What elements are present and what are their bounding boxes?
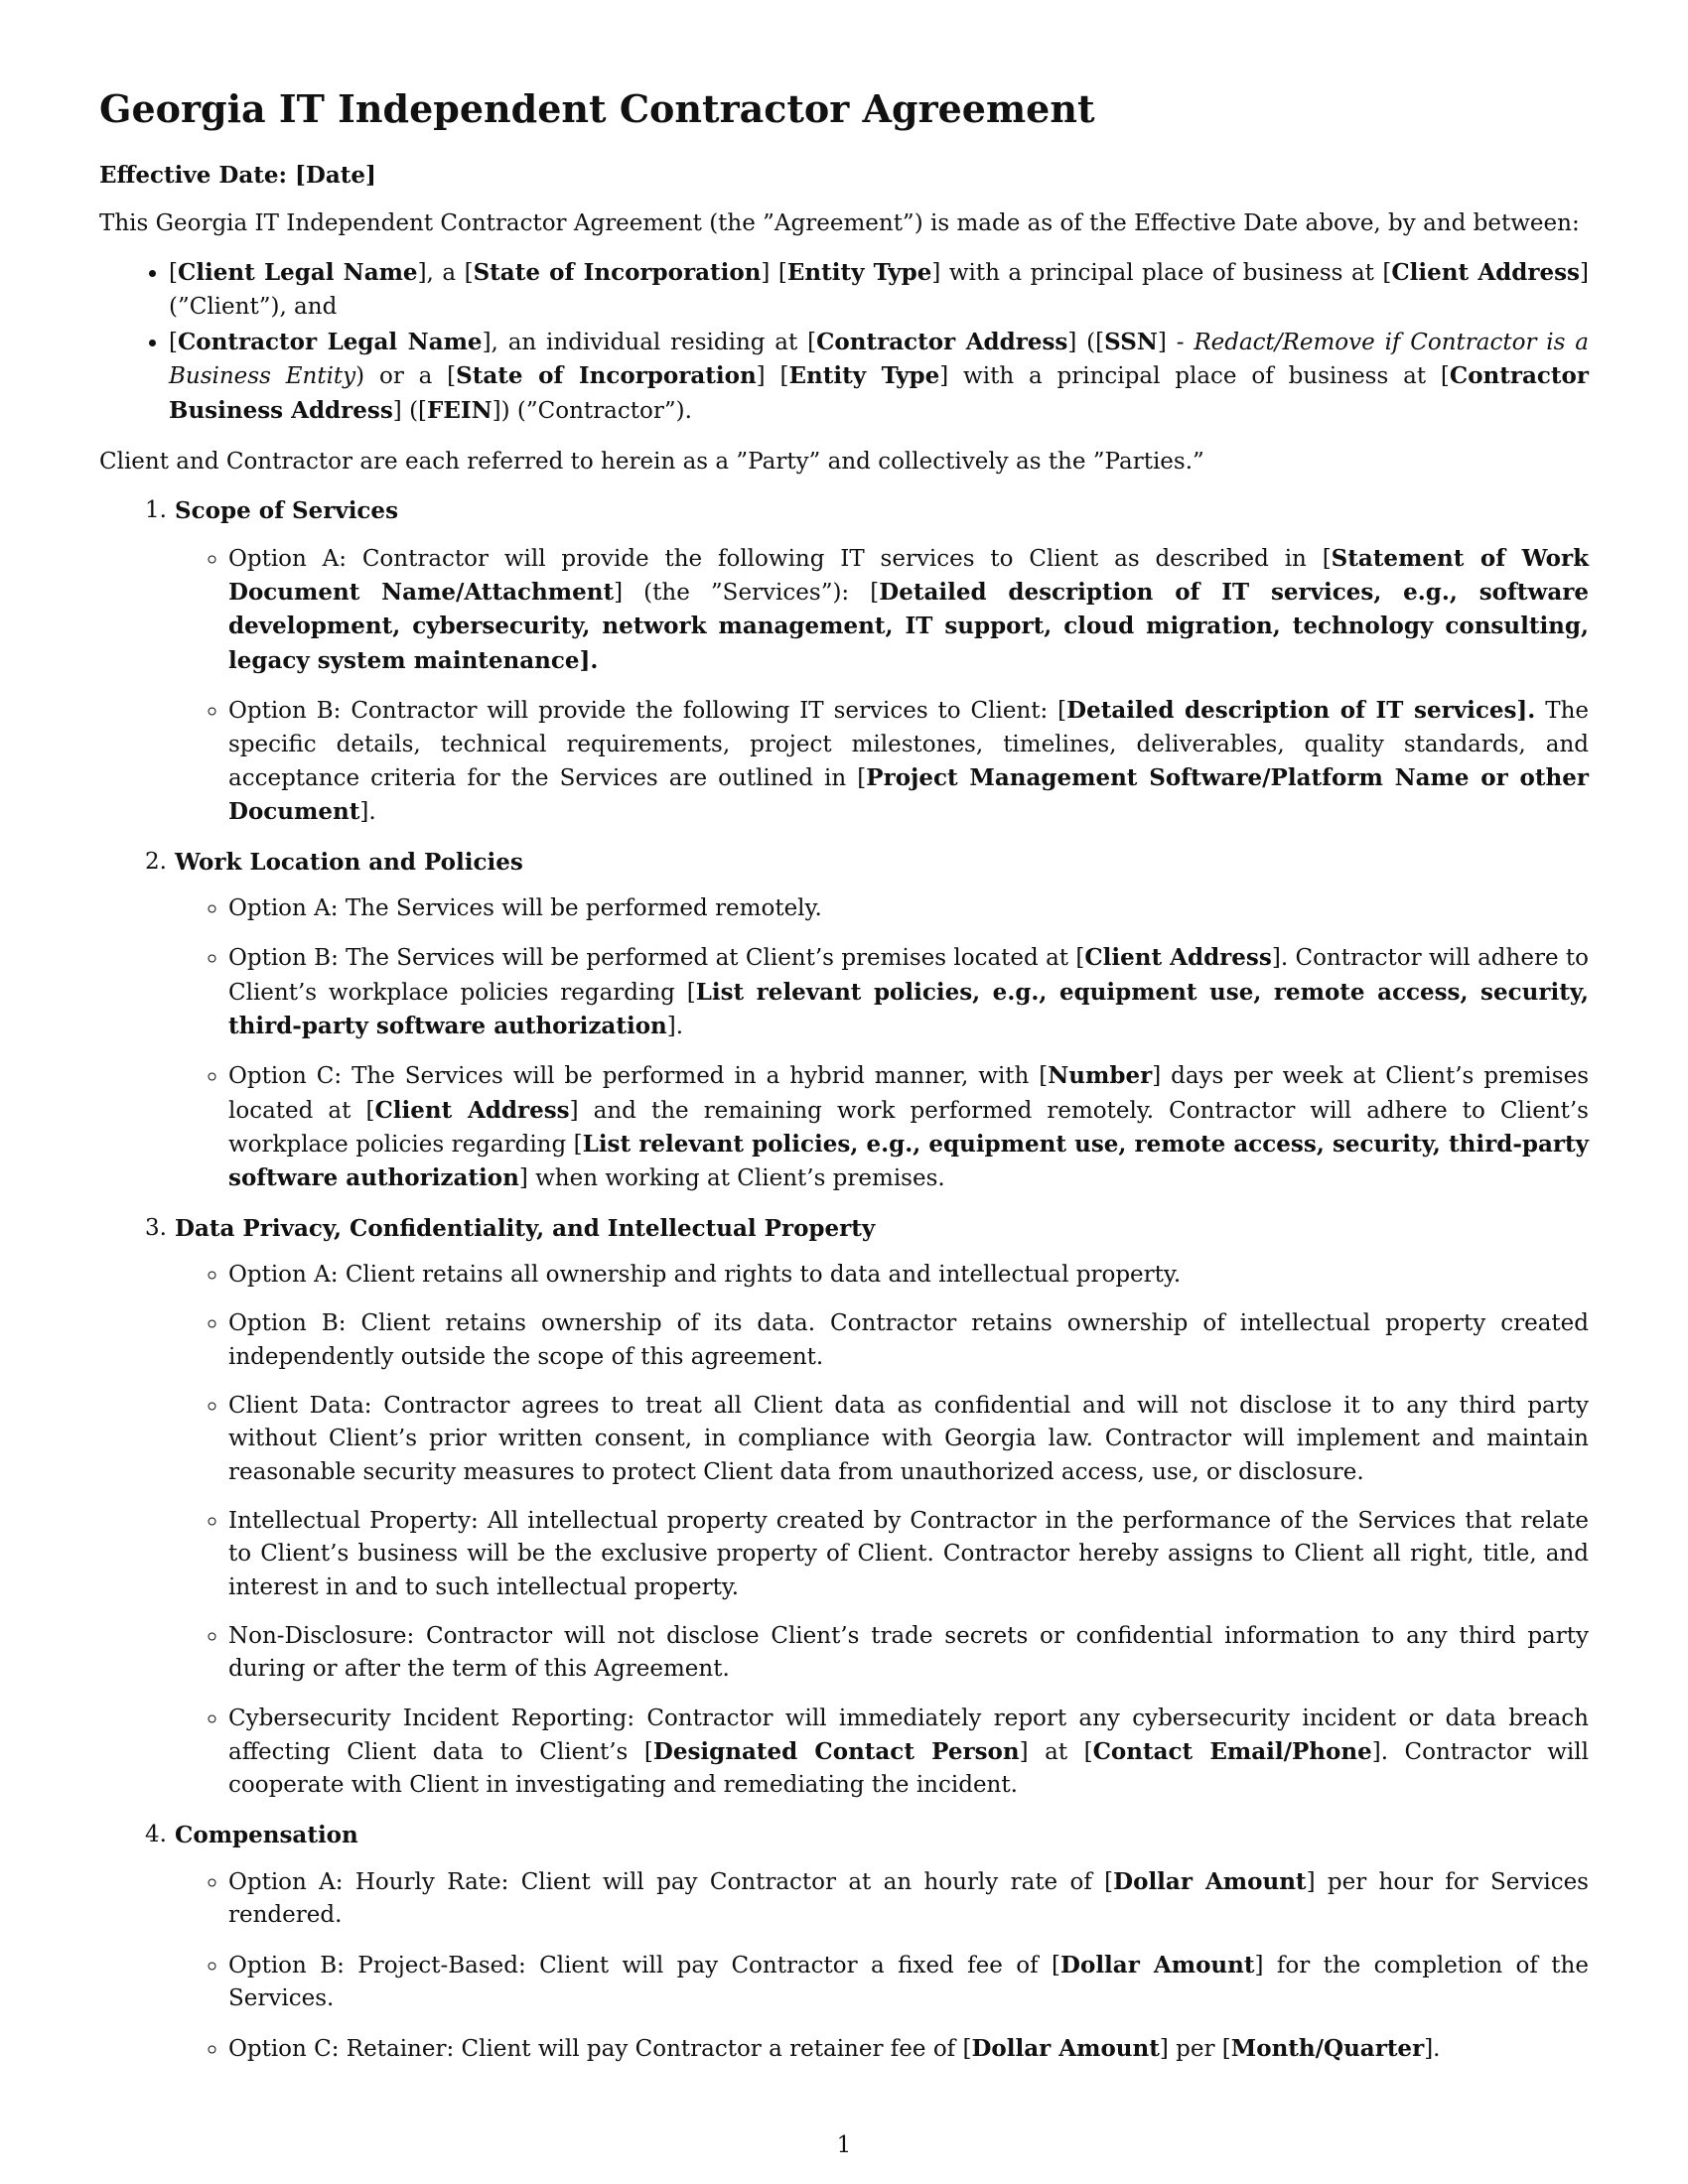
- placeholder-field: Contact Email/Phone: [1092, 1738, 1372, 1766]
- intro-paragraph: This Georgia IT Independent Contractor Agreement (the ”Agreement”) is made as of the Effective Date above, by and between:: [99, 210, 1580, 237]
- placeholder-field: Contractor Address: [816, 329, 1068, 356]
- placeholder-field: Entity Type: [788, 362, 940, 390]
- section-item: [99, 494, 1589, 829]
- option-item: [228, 694, 1589, 829]
- option-item: [228, 1703, 1589, 1803]
- text-run: Option B: Project-Based: Client will pay Contractor a fixed fee of [: [228, 1952, 1061, 1979]
- placeholder-field: Dollar Amount: [1060, 1951, 1255, 1979]
- text-run: Non-Disclosure: Contractor will not disclose Client’s trade secrets or confidential information to any third party during or after the term of this Agreement.: [228, 1623, 1589, 1683]
- text-run: ], a [: [417, 260, 474, 287]
- document-page: [99, 87, 1589, 2082]
- parties-note: Client and Contractor are each referred to herein as a ”Party” and collectively as the ”Parties.”: [99, 449, 1204, 476]
- option-item: [228, 1949, 1589, 2016]
- placeholder-field: Contractor Legal Name: [177, 329, 483, 356]
- section-options: [99, 1865, 1589, 2066]
- text-run: [: [169, 260, 178, 287]
- text-run: ] ([: [1067, 330, 1105, 356]
- effective-date-value: [Date]: [295, 161, 376, 189]
- text-run: ] [: [756, 363, 789, 390]
- option-item: [228, 1505, 1589, 1604]
- placeholder-field: Designated Contact Person: [652, 1738, 1020, 1766]
- section-item: [99, 1819, 1589, 2066]
- placeholder-field: SSN: [1104, 329, 1158, 356]
- option-item: [228, 1259, 1589, 1292]
- section-number: 4.: [145, 1821, 167, 1847]
- section-number: 2.: [145, 848, 167, 875]
- option-item: [228, 542, 1589, 678]
- placeholder-field: Client Address: [1084, 944, 1272, 972]
- page-title: Georgia IT Independent Contractor Agreement: [99, 86, 1095, 131]
- section-heading: [99, 1212, 1589, 1245]
- text-run: ] per [: [1159, 2035, 1231, 2062]
- text-run: Client Data: Contractor agrees to treat all Client data as confidential and will not disclose it to any third party without Client’s prior written consent, in compliance with Georgia law. Contractor will implement and maintain reasonable security measures to protect Client data from unauthorized access, use, or disclosure.: [228, 1393, 1589, 1485]
- text-run: [: [169, 330, 178, 356]
- option-item: [228, 2032, 1589, 2066]
- placeholder-field: List relevant policies, e.g., equipment use, remote access, security, third-party software authorization: [228, 978, 1589, 1039]
- text-run: ] (”Client”), and: [169, 260, 1589, 320]
- option-item: [228, 1307, 1589, 1374]
- section-title: Scope of Services: [175, 497, 399, 525]
- italic-note: Redact/Remove if Contractor is a Business Entity: [169, 330, 1589, 390]
- effective-date-label: Effective Date:: [99, 161, 288, 189]
- party-item: [169, 256, 1589, 324]
- effective-date: [99, 159, 1589, 192]
- placeholder-field: Month/Quarter: [1230, 2034, 1425, 2062]
- section-title: Data Privacy, Confidentiality, and Intellectual Property: [175, 1214, 876, 1242]
- placeholder-field: List relevant policies, e.g., equipment use, remote access, security, third-party software authorization: [228, 1130, 1589, 1192]
- text-run: The specific details, technical requirements, project milestones, timelines, deliverables, quality standards, and acceptance criteria for the Services are outlined in [: [228, 698, 1589, 791]
- placeholder-field: Statement of Work Document Name/Attachment: [228, 544, 1589, 607]
- text-run: Option A: Contractor will provide the following IT services to Client as described in [: [228, 545, 1332, 572]
- section-options: [99, 1259, 1589, 1803]
- placeholder-field: Client Address: [1391, 259, 1580, 287]
- text-run: ] (the ”Services”): [: [614, 580, 880, 607]
- text-run: Option A: The Services will be performed remotely.: [228, 894, 822, 921]
- text-run: ] per hour for Services rendered.: [228, 1869, 1589, 1929]
- text-run: ] for the completion of the Services.: [228, 1952, 1589, 2012]
- section-heading: [99, 494, 1589, 527]
- text-run: ]. Contractor will adhere to Client’s workplace policies regarding [: [228, 945, 1589, 1006]
- text-run: ].: [1424, 2035, 1441, 2062]
- placeholder-field: Entity Type: [786, 259, 932, 287]
- text-run: ] days per week at Client’s premises located at [: [228, 1063, 1589, 1124]
- placeholder-field: Number: [1048, 1062, 1153, 1090]
- placeholder-field: State of Incorporation: [456, 362, 757, 390]
- placeholder-field: Dollar Amount: [971, 2034, 1160, 2062]
- text-run: ] with a principal place of business at [: [939, 363, 1450, 390]
- page-number: 1: [836, 2132, 852, 2158]
- placeholder-field: Detailed description of IT services, e.g., software development, cybersecurity, network management, IT support, cloud migration, technology consulting, legacy system maintenance].: [228, 579, 1589, 674]
- placeholder-field: Client Legal Name: [177, 259, 418, 287]
- text-run: ] ([: [392, 397, 428, 424]
- text-run: ] at [: [1019, 1739, 1093, 1766]
- party-item: [169, 326, 1589, 428]
- text-run: Option A: Client retains all ownership and rights to data and intellectual property.: [228, 1261, 1182, 1288]
- option-item: [228, 892, 1589, 925]
- placeholder-field: Project Management Software/Platform Name or other Document: [228, 763, 1589, 826]
- section-options: [99, 542, 1589, 830]
- placeholder-field: Dollar Amount: [1113, 1868, 1307, 1896]
- text-run: Intellectual Property: All intellectual property created by Contractor in the performance of the Services that relate to Client’s business will be the exclusive property of Client. Contractor hereby assigns to Client all right, title, and interest in and to such intellectual property.: [228, 1508, 1589, 1600]
- section-heading: [99, 846, 1589, 879]
- text-run: Cybersecurity Incident Reporting: Contractor will immediately report any cybersecurity incident or data breach affecting Client data to Client’s [: [228, 1705, 1589, 1766]
- placeholder-field: Client Address: [374, 1096, 570, 1124]
- text-run: ].: [359, 799, 376, 826]
- placeholder-field: Contractor Business Address: [169, 362, 1589, 424]
- section-item: [99, 1212, 1589, 1803]
- text-run: ], an individual residing at [: [482, 330, 817, 356]
- text-run: Option C: The Services will be performed in a hybrid manner, with [: [228, 1063, 1049, 1090]
- text-run: ] when working at Client’s premises.: [518, 1165, 945, 1192]
- text-run: Option C: Retainer: Client will pay Contractor a retainer fee of [: [228, 2035, 972, 2062]
- option-item: [228, 1059, 1589, 1195]
- text-run: Option A: Hourly Rate: Client will pay Contractor at an hourly rate of [: [228, 1869, 1114, 1896]
- text-run: ]. Contractor will cooperate with Client in investigating and remediating the incident.: [228, 1739, 1589, 1799]
- text-run: Option B: Contractor will provide the following IT services to Client: [: [228, 698, 1067, 725]
- section-options: [99, 892, 1589, 1196]
- section-number: 1.: [145, 497, 167, 524]
- section-title: Compensation: [175, 1821, 358, 1848]
- section-item: [99, 846, 1589, 1196]
- section-heading: [99, 1819, 1589, 1851]
- option-item: [228, 1865, 1589, 1933]
- text-run: Option B: Client retains ownership of its data. Contractor retains ownership of intellectual property created independently outside the scope of this agreement.: [228, 1310, 1589, 1370]
- text-run: ] -: [1157, 330, 1195, 356]
- text-run: ) or a [: [355, 363, 457, 390]
- option-item: [228, 1390, 1589, 1489]
- parties-list: [99, 256, 1589, 428]
- section-number: 3.: [145, 1214, 167, 1241]
- placeholder-field: FEIN: [427, 396, 492, 424]
- text-run: Option B: The Services will be performed at Client’s premises located at [: [228, 945, 1085, 972]
- placeholder-field: State of Incorporation: [473, 259, 762, 287]
- sections-list: [99, 494, 1589, 2065]
- section-title: Work Location and Policies: [175, 848, 523, 876]
- text-run: ] with a principal place of business at [: [931, 260, 1392, 287]
- text-run: ] [: [761, 260, 787, 287]
- option-item: [228, 1620, 1589, 1687]
- option-item: [228, 941, 1589, 1043]
- text-run: ]) (”Contractor”).: [492, 397, 692, 424]
- text-run: ] and the remaining work performed remotely. Contractor will adhere to Client’s workplace policies regarding [: [228, 1097, 1589, 1158]
- text-run: ].: [666, 1013, 684, 1039]
- placeholder-field: Detailed description of IT services].: [1066, 697, 1536, 725]
